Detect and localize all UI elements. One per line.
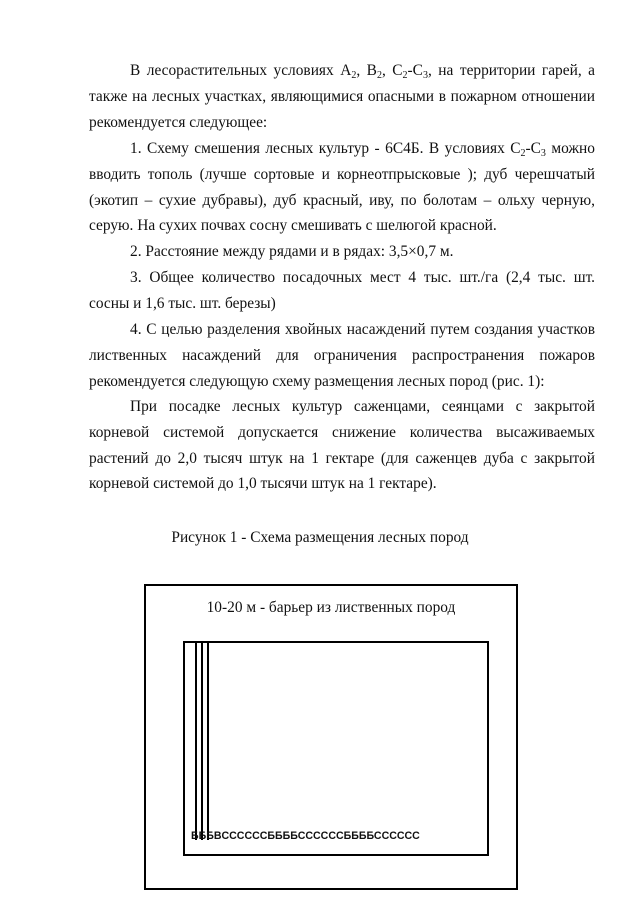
paragraph-planting-note: При посадке лесных культур саженцами, сеянцами с закрытой корневой системой допускается снижение количества высаживаемых растений до 2,0 тысяч штук на 1 гектаре (для саженцев дуба с закрытой корневой системой до 1,0 тысячи штук на 1 гектаре).	[89, 398, 595, 493]
paragraph-item-2: 2. Расстояние между рядами и в рядах: 3,5×0,7 м.	[130, 243, 454, 260]
row-line	[201, 643, 203, 840]
conifer-zone-outline	[183, 641, 489, 856]
barrier-label: 10-20 м - барьер из лиственных пород	[206, 599, 456, 616]
paragraph-item-4: 4. С целью разделения хвойных насаждений путем создания участков лиственных насаждений для ограничения распространения пожаров рекомендуется следующую схему размещения лесных пород (рис. 1):	[89, 321, 595, 390]
row-line	[195, 643, 197, 840]
figure-caption: Рисунок 1 - Схема размещения лесных пород	[171, 529, 469, 546]
row-line	[207, 643, 209, 840]
rows-scheme-label: БББBССССССББББСССССCББББСССССС	[191, 830, 420, 842]
paragraph-item-3: 3. Общее количество посадочных мест 4 тыс. шт./га (2,4 тыс. шт. сосны и 1,6 тыс. шт. березы)	[89, 269, 595, 312]
paragraph-intro: В лесорастительных условиях $А_2$, $В_2$, $С_2-С_3$, на территории гарей, а также на лесных участках, являющимися опасными в пожарном отношении рекомендуется следующее:	[89, 62, 595, 131]
paragraph-item-1: 1. Схему смешения лесных культур - 6С4Б. В условиях $С_2-С_3$ можно вводить тополь (лучше сортовые и корнеотпрысковые ); дуб черешчатый (экотип – сухие дубравы), дуб красный, иву, по болотам – ольху черную, серую. На сухих почвах сосну смешивать с шелюгой красной.	[89, 140, 595, 235]
